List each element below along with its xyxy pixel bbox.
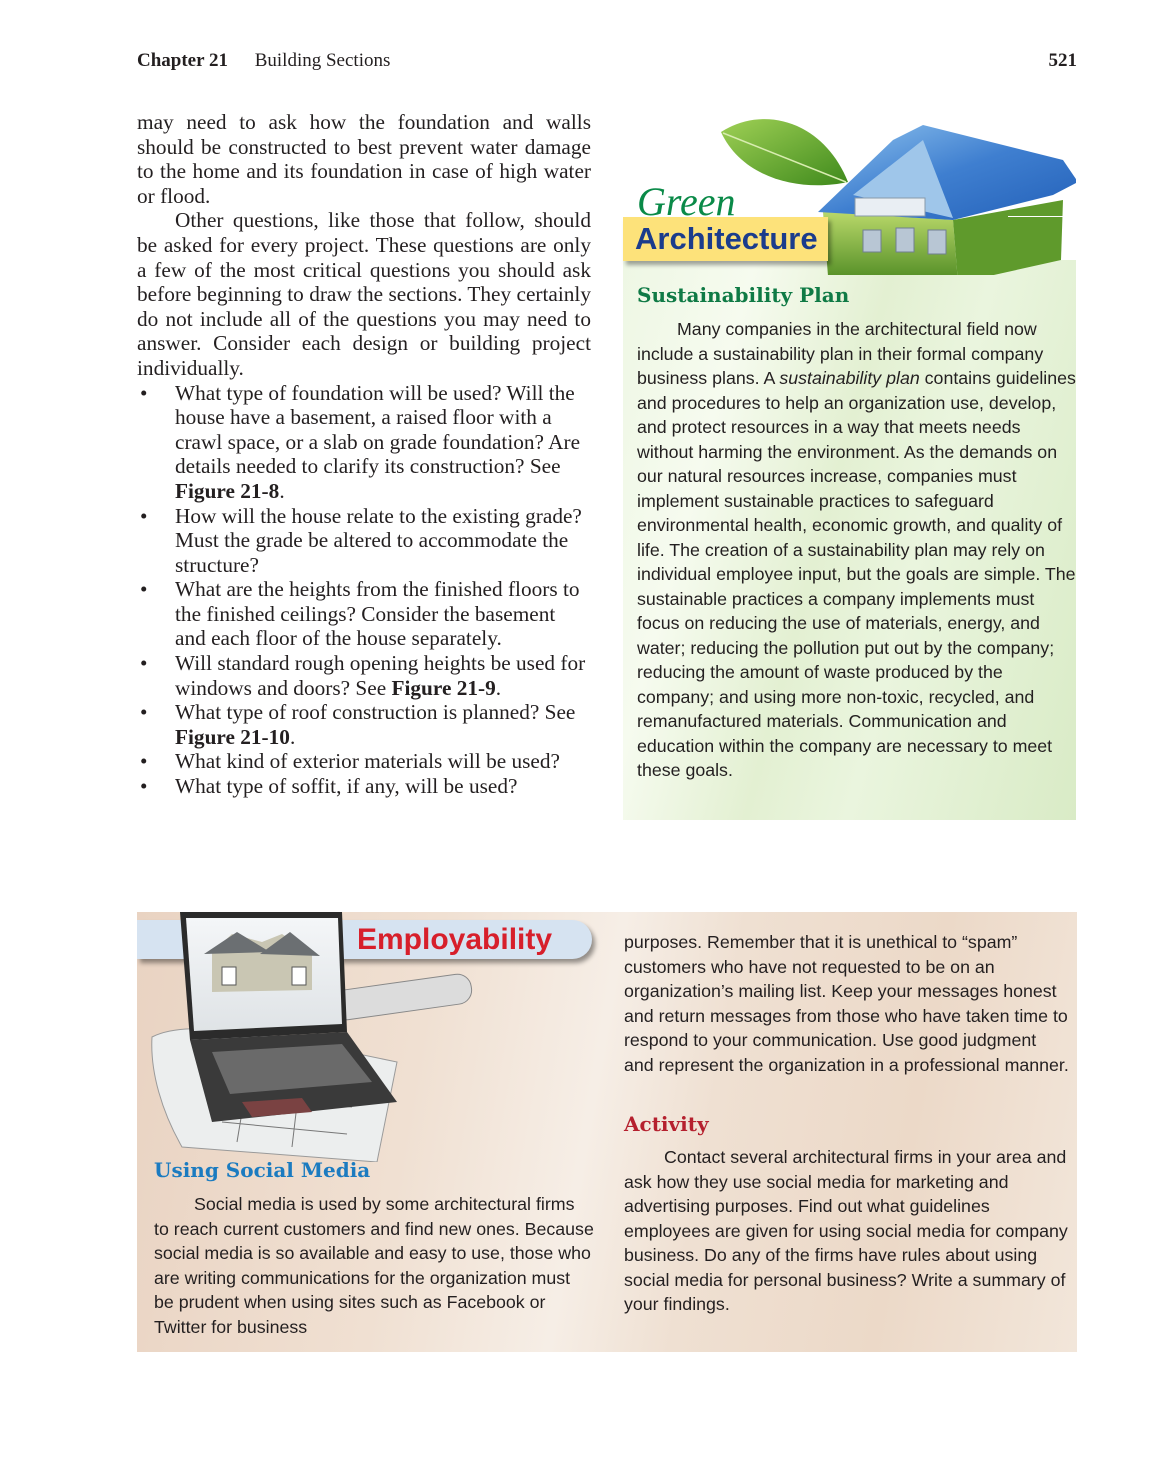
feature-body-right (624, 930, 1069, 1077)
list-item-text: What type of soffit, if any, will be used? (175, 774, 518, 799)
blueprint-roll (331, 972, 474, 1021)
chapter-label: Chapter 21 (137, 50, 228, 71)
section-heading: Using Social Media (154, 1158, 371, 1182)
list-item-text: What type of foundation will be used? Will the house have a basement, a raised floor with a crawl space, or a slab on grade foundation? Are details needed to clarify its construction? See (175, 380, 581, 479)
key-term: sustainability plan (779, 368, 920, 388)
list-item (137, 504, 591, 578)
list-item (137, 774, 591, 799)
figure-reference[interactable]: Figure 21-9 (391, 675, 496, 700)
list-item-text: What type of roof construction is planned? See (175, 700, 576, 725)
bullet-icon: • (140, 700, 148, 725)
bullet-icon: • (140, 774, 148, 799)
bullet-icon: • (140, 380, 148, 405)
bullet-icon: • (140, 577, 148, 602)
decorative-rule (1008, 216, 1076, 217)
list-item (137, 381, 591, 504)
body-text: contains guidelines and procedures to help an organization use, develop, and protect resources in a way that meets needs without harming the environment. As the demands on our natural resources increase, companies must implement sustainable practices to safeguard environmental health, economic growth, and quality of life. The creation of a sustainability plan may rely on individual employee input, but the goals are simple. The sustainable practices a company implements must focus on reducing the use of materials, energy, and water; reducing the pollution put out by the company; reducing the amount of waste produced by the company; and using more non-toxic, recycled, and remanufactured materials. Communication and education within the company are necessary to meet these goals. (637, 368, 1076, 780)
body-text: purposes. Remember that it is unethical to “spam” customers who have not requested to be on an organization’s mailing list. Keep your messages honest and return messages from those who have taken time to respond to your communication. Use good judgment and represent the organization in a professional manner. (624, 932, 1069, 1075)
feature-title-architecture: Architecture (635, 221, 818, 256)
body-text: Contact several architectural firms in your area and ask how they use social media for marketing and advertising purposes. Find out what guidelines employees are given for using social media for company business. Do any of the firms have rules about using social media for personal business? Write a summary of your findings. (624, 1147, 1068, 1314)
list-item-punct: . (289, 724, 296, 749)
running-header (137, 50, 1077, 74)
activity-body (624, 1145, 1069, 1317)
page-number: 521 (1048, 50, 1077, 71)
list-item-punct: . (279, 478, 285, 503)
feature-body-left (154, 1192, 594, 1339)
list-item-text: How will the house relate to the existing grade? Must the grade be altered to accommodate the structure? (175, 503, 582, 577)
list-item-punct: . (495, 675, 502, 700)
figure-reference[interactable]: Figure 21-10 (175, 724, 290, 749)
activity-heading: Activity (624, 1112, 709, 1136)
bullet-icon: • (140, 749, 148, 774)
section-heading: Sustainability Plan (637, 283, 850, 307)
list-item (137, 577, 591, 651)
question-list (137, 381, 591, 799)
feature-body (637, 317, 1077, 783)
list-item (137, 700, 591, 749)
list-item (137, 749, 591, 774)
body-text: Many companies in the architectural field now include a sustainability plan in their formal company business plans. A (637, 319, 1044, 388)
green-architecture-box (623, 100, 1076, 820)
list-item (137, 651, 591, 700)
feature-title-green: Green (637, 179, 736, 224)
chapter-title: Building Sections (254, 50, 391, 71)
bullet-icon: • (140, 651, 148, 676)
list-item-text: What are the heights from the finished floors to the finished ceilings? Consider the basement and each floor of the house separately. (175, 577, 580, 651)
bullet-icon: • (140, 503, 148, 528)
employability-box (137, 912, 1077, 1352)
main-text-column (137, 110, 591, 799)
list-item-text: What kind of exterior materials will be used? (175, 749, 560, 774)
body-text: Social media is used by some architectural firms to reach current customers and find new ones. Because social media is so available and easy to use, those who are writing communications for the organization must be prudent when using sites such as Facebook or Twitter for business (154, 1194, 594, 1337)
list-item-text: Will standard rough opening heights be used for windows and doors? See (175, 651, 586, 700)
feature-title-employability: Employability (357, 923, 553, 956)
figure-reference[interactable]: Figure 21-8 (175, 478, 280, 503)
body-paragraph: Other questions, like those that follow, should be asked for every project. These questions are only a few of the most critical questions you should ask before beginning to draw the sections. They certainly do not include all of the questions you may need to answer. Consider each design or building project individually. (137, 208, 591, 380)
body-paragraph: may need to ask how the foundation and walls should be constructed to best prevent water damage to the home and its foundation in case of high water or flood. (137, 110, 591, 208)
